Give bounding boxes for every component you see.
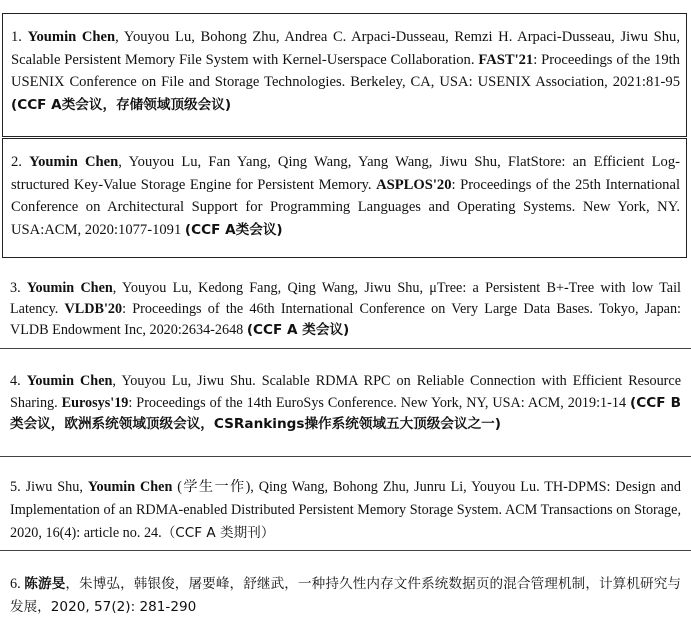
highlighted-author: Youmin Chen xyxy=(87,479,173,495)
publication-rank-note: (CCF B类会议，欧洲系统领域顶级会议，CSRankings操作系统领域五大顶级会议之一) xyxy=(10,394,681,432)
publication-number: 6. xyxy=(10,576,21,592)
publication-coauthors-title: , Youyou Lu, Jiwu Shu. Scalable RDMA RPC on Reliable Connection with Efficient Resource Sharing. xyxy=(10,373,681,411)
publication-number: 3. xyxy=(10,280,21,296)
publication-coauthors-title: (学生一作), Qing Wang, Bohong Zhu, Junru Li, Youyou Lu. TH-DPMS: Design and Implementation of an RDMA-enabled Distributed Persistent Memory Storage System. ACM Transactions on Storage, 2020, 16(4): article no. 24. xyxy=(10,479,681,541)
publication-venue: Eurosys'19 xyxy=(61,394,129,411)
highlighted-author: Youmin Chen xyxy=(27,29,116,45)
divider xyxy=(0,348,691,349)
publication-rank-note: (CCF A 类会议) xyxy=(246,322,350,338)
publication-item xyxy=(2,552,687,638)
highlighted-author: Youmin Chen xyxy=(26,373,113,389)
publication-venue: VLDB'20 xyxy=(64,301,123,317)
publication-lead-authors: Jiwu Shu, xyxy=(25,479,88,495)
publication-number: 4. xyxy=(10,373,21,389)
publication-details: : Proceedings of the 19th USENIX Conference on File and Storage Technologies. Berkeley, CA, USA: USENIX Association, 2021:81-95 xyxy=(11,51,680,90)
divider xyxy=(0,550,691,551)
publication-details: : Proceedings of the 25th International Conference on Architectural Support for Programming Languages and Operating Systems. New York, NY. USA:ACM, 2020:1077-1091 xyxy=(11,176,680,238)
publication-venue: FAST'21 xyxy=(478,51,534,68)
highlighted-author: 陈游旻 xyxy=(24,576,66,592)
publication-item xyxy=(2,138,687,258)
highlighted-author: Youmin Chen xyxy=(29,154,119,170)
publication-number: 5. xyxy=(10,479,21,495)
publication-coauthors-title: , Youyou Lu, Bohong Zhu, Andrea C. Arpaci-Dusseau, Remzi H. Arpaci-Dusseau, Jiwu Shu, Scalable Persistent Memory File System with Kernel-Userspace Collaboration. xyxy=(11,29,681,68)
divider xyxy=(0,456,691,457)
publication-coauthors-title: , Youyou Lu, Kedong Fang, Qing Wang, Jiwu Shu, μTree: a Persistent B+-Tree with low Tail Latency. xyxy=(10,280,681,317)
publication-item xyxy=(2,259,687,347)
publication-details: : Proceedings of the 14th EuroSys Conference. New York, NY, USA: ACM, 2019:1-14 xyxy=(128,394,631,411)
publication-rank-note: (CCF A类会议) xyxy=(184,221,283,238)
publication-coauthors-title: , Youyou Lu, Fan Yang, Qing Wang, Yang Wang, Jiwu Shu, FlatStore: an Efficient Log-structured Key-Value Storage Engine for Persistent Memory. xyxy=(11,154,680,193)
publication-rank-note: （CCF A 类期刊） xyxy=(161,525,275,541)
publication-item xyxy=(2,458,687,548)
publication-item xyxy=(2,350,687,455)
publication-number: 2. xyxy=(11,154,22,170)
publication-coauthors-title: ，朱博弘，韩银俊，屠要峰，舒继武，一种持久性内存文件系统数据页的混合管理机制，计算机研究与发展，2020, 57(2): 281-290 xyxy=(10,576,682,615)
publication-number: 1. xyxy=(11,29,22,45)
highlighted-author: Youmin Chen xyxy=(26,280,113,296)
publication-item xyxy=(2,13,687,137)
publication-details: : Proceedings of the 46th International Conference on Very Large Data Bases. Tokyo, Japan: VLDB Endowment Inc, 2020:2634-2648 xyxy=(10,301,681,338)
publication-rank-note: (CCF A类会议，存储领域顶级会议) xyxy=(11,96,232,113)
publication-venue: ASPLOS'20 xyxy=(376,176,452,193)
